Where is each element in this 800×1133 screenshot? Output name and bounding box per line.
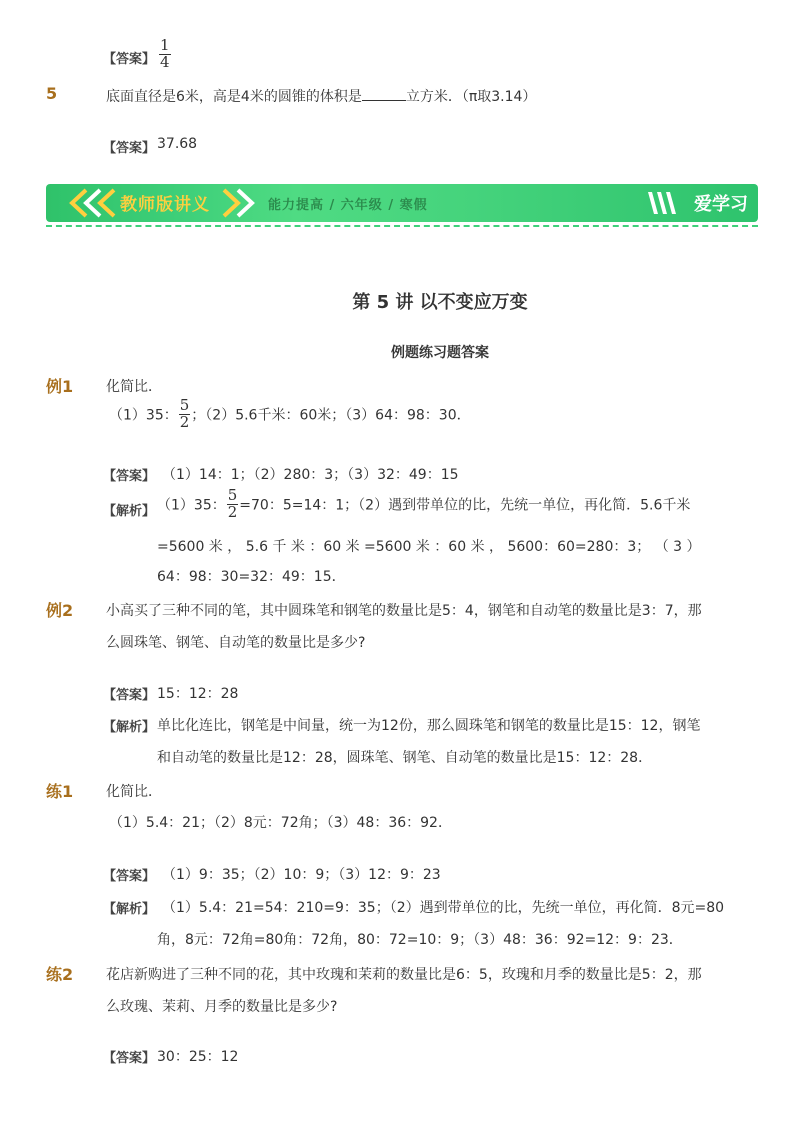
chevron-left-icon	[56, 184, 126, 222]
answer-value: 37.68	[157, 136, 198, 152]
practice-text: 花店新购进了三种不同的花，其中玫瑰和茉莉的数量比是6：5，玫瑰和月季的数量比是5：2，那	[106, 967, 702, 983]
lecture-title: 第 5 讲 以不变应万变	[352, 292, 528, 313]
answer-value: 15：12：28	[157, 686, 239, 702]
practice-items: （1）5.4：21；（2）8元：72角；（3）48：36：92．	[109, 815, 452, 831]
answer-tag: 【答案】	[103, 1051, 156, 1066]
chevron-right-icon	[218, 184, 258, 222]
fraction-denominator: 2	[227, 502, 238, 521]
analysis-tag: 【解析】	[103, 720, 156, 735]
banner-title: 教师版讲义	[120, 195, 210, 215]
analysis-part-a: （1）35：	[157, 497, 226, 514]
practice-prompt: 化简比．	[106, 784, 162, 800]
question-number: 5	[46, 84, 58, 103]
fraction-denominator: 2	[179, 412, 190, 431]
example-prompt: 化简比．	[106, 379, 162, 395]
practice-label: 练2	[46, 965, 74, 984]
analysis-tag: 【解析】	[103, 902, 156, 917]
answer-value: 30：25：12	[157, 1049, 239, 1065]
analysis-part-b: =70：5=14：1；（2）遇到带单位的比，先统一单位，再化简．5.6千米	[239, 497, 691, 514]
answer-tag: 【答案】	[103, 141, 156, 156]
section-subtitle: 例题练习题答案	[391, 345, 489, 361]
analysis-line: （1）5.4：21=54：210=9：35；（2）遇到带单位的比，先统一单位，再化简．8元=80	[162, 900, 725, 916]
items-part-a: （1）35：	[109, 407, 178, 424]
brand-logo-icon	[644, 188, 680, 218]
answer-tag: 【答案】	[103, 688, 156, 703]
analysis-line: =5600 米 ， 5.6 千 米 ：60 米 =5600 米 ：60 米 ， 5600：60=280：3； （ 3 ）	[157, 539, 701, 555]
answer-tag: 【答案】	[103, 469, 156, 484]
answer-tag: 【答案】	[103, 869, 156, 884]
analysis-line: 64：98：30=32：49：15．	[157, 569, 346, 585]
answer-fraction	[158, 38, 172, 71]
banner-divider	[46, 225, 758, 227]
analysis-line: 角，8元：72角=80角：72角，80：72=10：9；（3）48：36：92=12：9：23．	[157, 932, 683, 948]
brand-name: 爱学习	[694, 194, 748, 215]
question-text	[106, 86, 536, 106]
analysis-line: 单比化连比，钢笔是中间量，统一为12份，那么圆珠笔和钢笔的数量比是15：12，钢笔	[157, 718, 701, 734]
example-items	[109, 398, 471, 431]
answer-tag: 【答案】	[103, 52, 156, 67]
analysis-line	[157, 488, 690, 521]
fraction-denominator: 4	[160, 52, 170, 71]
answer-value: （1）9：35；（2）10：9；（3）12：9：23	[162, 867, 441, 883]
answer-value: （1）14：1；（2）280：3；（3）32：49：15	[162, 467, 459, 483]
question-text-before: 底面直径是6米，高是4米的圆锥的体积是	[106, 89, 362, 105]
answer-blank	[362, 88, 406, 101]
teacher-edition-banner	[46, 184, 758, 222]
analysis-tag: 【解析】	[103, 504, 156, 519]
example-label: 例1	[46, 377, 74, 396]
practice-label: 练1	[46, 782, 74, 801]
analysis-line: 和自动笔的数量比是12：28，圆珠笔、钢笔、自动笔的数量比是15：12：28．	[157, 750, 653, 766]
question-text-after: 立方米．（π取3.14）	[405, 89, 537, 105]
items-part-b: ；（2）5.6千米：60米；（3）64：98：30．	[191, 407, 471, 424]
fraction-numerator: 1	[160, 36, 170, 54]
fraction-numerator: 5	[179, 396, 190, 414]
example-text: 小高买了三种不同的笔，其中圆珠笔和钢笔的数量比是5：4，钢笔和自动笔的数量比是3：7，那	[106, 603, 702, 619]
banner-subtitle: 能力提高 / 六年级 / 寒假	[268, 198, 428, 213]
fraction-numerator: 5	[227, 486, 238, 504]
example-label: 例2	[46, 601, 74, 620]
example-text: 么圆珠笔、钢笔、自动笔的数量比是多少?	[106, 635, 366, 651]
practice-text: 么玫瑰、茉莉、月季的数量比是多少?	[106, 999, 338, 1015]
